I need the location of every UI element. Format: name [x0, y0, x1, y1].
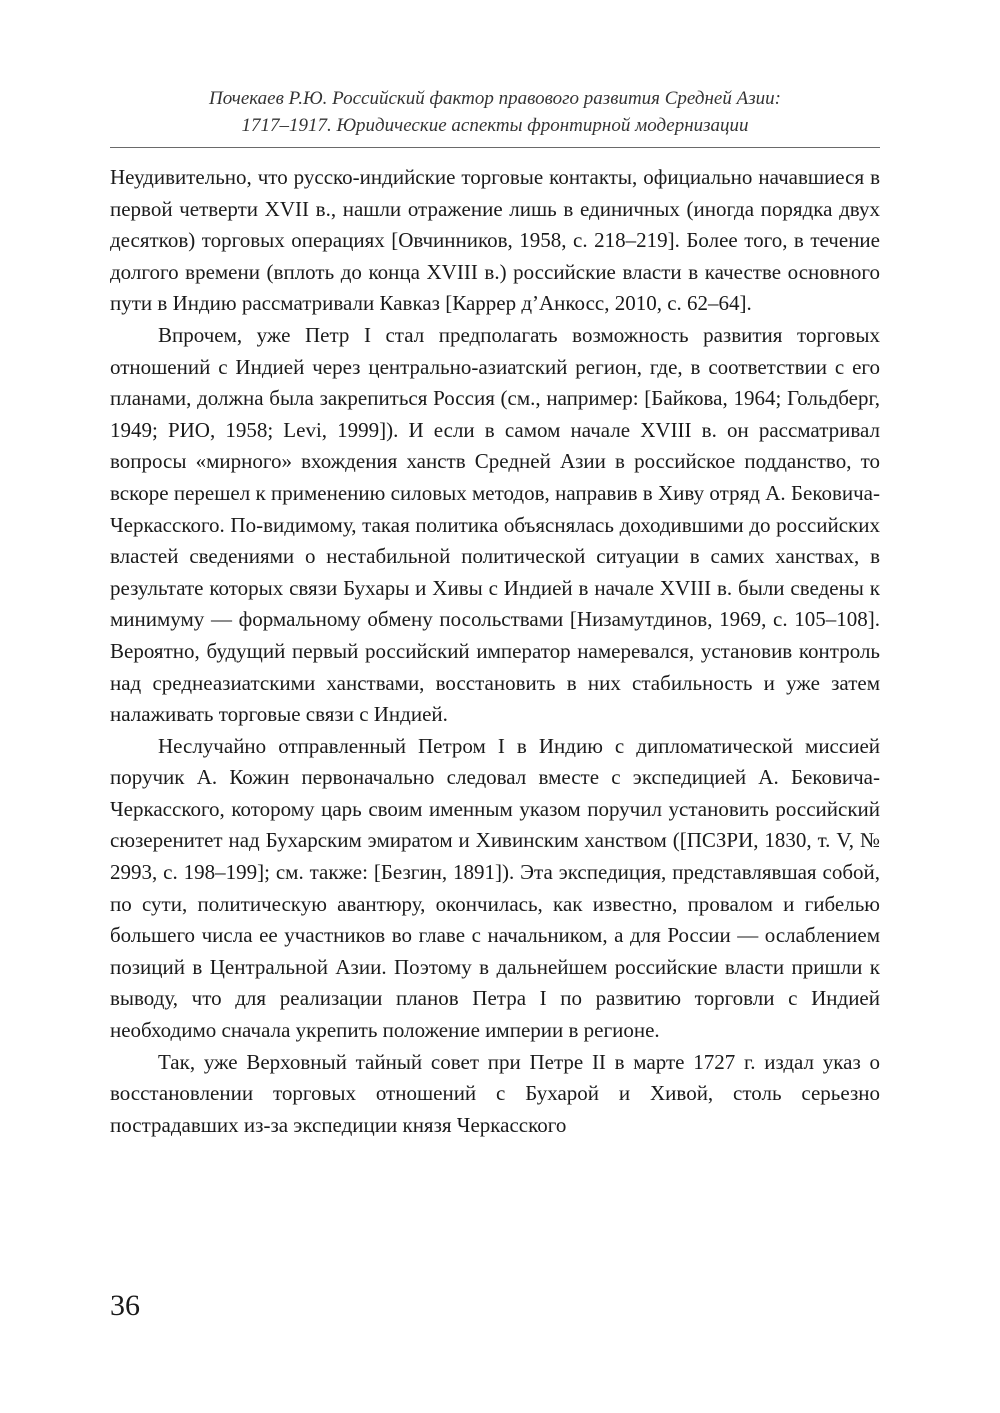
- paragraph-3: Неслучайно отправленный Петром I в Индию с дипломатической миссией поручик А. Кожин первоначально следовал вместе с экспедицией А. Бековича-Черкасского, которому царь своим именным указом поручил установить российский сюзеренитет над Бухарским эмиратом и Хивинским ханством ([ПСЗРИ, 1830, т. V, № 2993, с. 198–199]; см. также: [Безгин, 1891]). Эта экспедиция, представлявшая собой, по сути, политическую авантюру, окончилась, как известно, провалом и гибелью большего числа ее участников во главе с начальником, а для России — ослаблением позиций в Центральной Азии. Поэтому в дальнейшем российские власти пришли к выводу, что для реализации планов Петра I по развитию торговли с Индией необходимо сначала укрепить положение империи в регионе.: [110, 733, 880, 1043]
- running-header: [110, 85, 880, 139]
- page-number: 36: [110, 1289, 140, 1322]
- running-header-line-2: 1717–1917. Юридические аспекты фронтирной модернизации: [241, 115, 749, 136]
- main-text: [110, 162, 880, 1141]
- paragraph-1: Неудивительно, что русско-индийские торговые контакты, официально начавшиеся в первой четверти XVII в., нашли отражение лишь в единичных (иногда порядка двух десятков) торговых операциях [Овчинников, 1958, с. 218–219]. Более того, в течение долгого времени (вплоть до конца XVIII в.) российские власти в качестве основного пути в Индию рассматривали Кавказ [Каррер д’Анкосс, 2010, с. 62–64].: [110, 165, 880, 316]
- paragraph-4: Так, уже Верховный тайный совет при Петре II в марте 1727 г. издал указ о восстановлении торговых отношений с Бухарой и Хивой, столь серьезно пострадавших из-за экспедиции князя Черкасского: [110, 1049, 880, 1137]
- header-divider: [110, 147, 880, 148]
- running-header-line-1: Почекаев Р.Ю. Российский фактор правового развития Средней Азии:: [209, 88, 781, 109]
- paragraph-2: Впрочем, уже Петр I стал предполагать возможность развития торговых отношений с Индией через центрально-азиатский регион, где, в соответствии с его планами, должна была закрепиться Россия (см., например: [Байкова, 1964; Гольдберг, 1949; РИО, 1958; Levi, 1999]). И если в самом начале XVIII в. он рассматривал вопросы «мирного» вхождения ханств Средней Азии в российское подданство, то вскоре перешел к применению силовых методов, направив в Хиву отряд А. Бековича-Черкасского. По-видимому, такая политика объяснялась доходившими до российских властей сведениями о нестабильной политической ситуации в самих ханствах, в результате которых связи Бухары и Хивы с Индией в начале XVIII в. были сведены к минимуму — формальному обмену посольствами [Низамутдинов, 1969, с. 105–108]. Вероятно, будущий первый российский император намеревался, установив контроль над среднеазиатскими ханствами, восстановить в них стабильность и уже затем налаживать торговые связи с Индией.: [110, 322, 880, 727]
